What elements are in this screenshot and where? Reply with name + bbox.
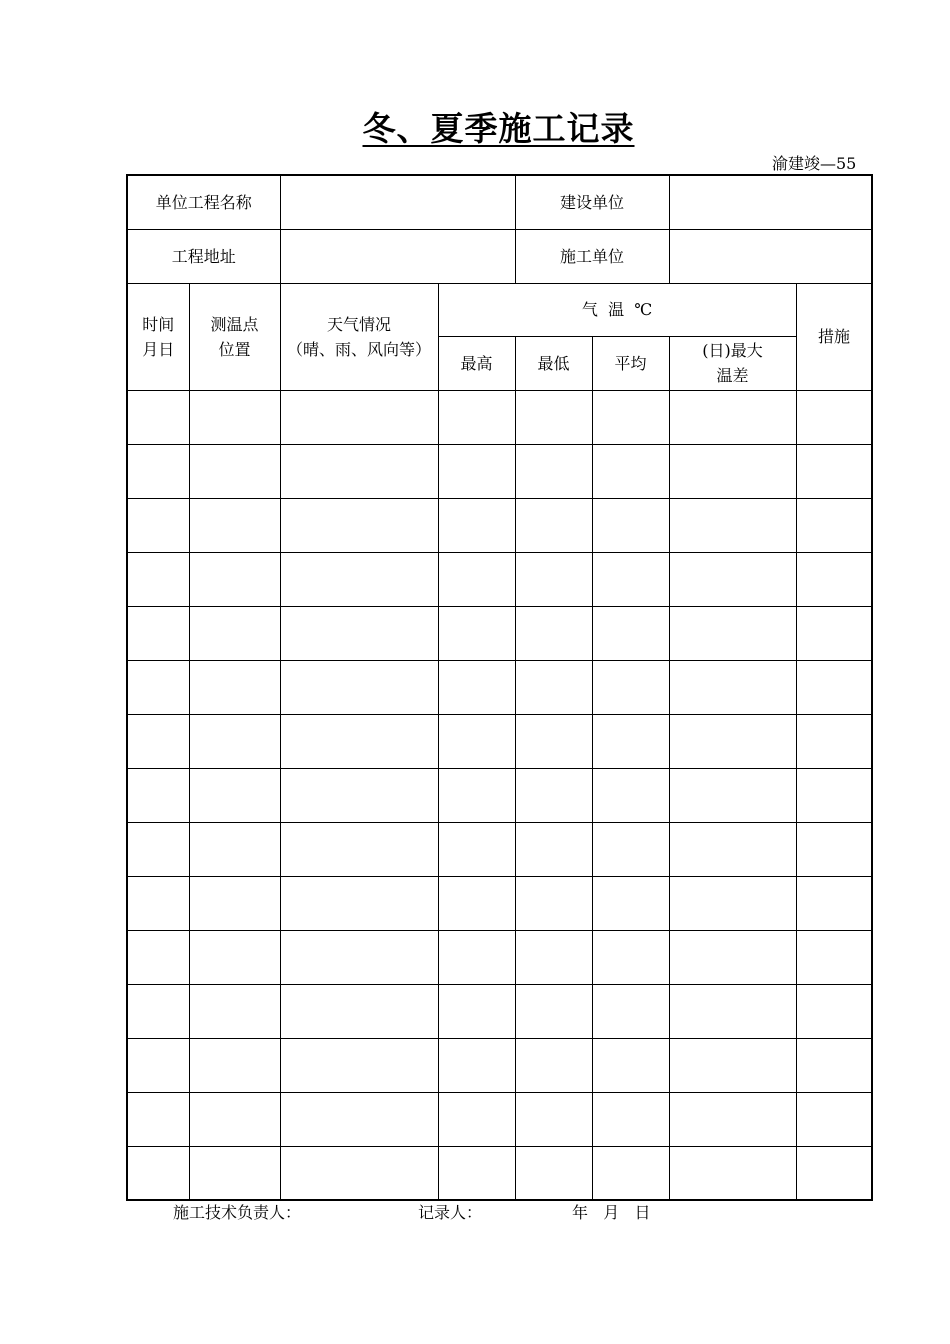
temp-diff-cell[interactable]	[669, 876, 796, 930]
weather-cell[interactable]	[280, 1092, 438, 1146]
temp-diff-cell[interactable]	[669, 498, 796, 552]
point-header-line2: 位置	[218, 339, 251, 359]
measures-cell[interactable]	[796, 984, 872, 1038]
contractor-field[interactable]	[669, 229, 872, 283]
weather-cell[interactable]	[280, 822, 438, 876]
point-cell[interactable]	[189, 606, 280, 660]
temp-high-cell[interactable]	[438, 390, 515, 444]
measures-cell[interactable]	[796, 1038, 872, 1092]
table-row	[127, 552, 872, 606]
temp-avg-cell[interactable]	[592, 1038, 669, 1092]
point-cell[interactable]	[189, 1038, 280, 1092]
weather-cell[interactable]	[280, 714, 438, 768]
measures-cell[interactable]	[796, 876, 872, 930]
temp-high-cell[interactable]	[438, 822, 515, 876]
measures-cell[interactable]	[796, 660, 872, 714]
table-row	[127, 768, 872, 822]
tech-lead-signature-label: 施工技术负责人：	[173, 1203, 302, 1222]
point-header-line1: 测温点	[210, 314, 259, 334]
temp-diff-cell[interactable]	[669, 1038, 796, 1092]
temp-avg-cell[interactable]	[592, 606, 669, 660]
temp-avg-cell[interactable]	[592, 552, 669, 606]
time-cell[interactable]	[127, 660, 189, 714]
measures-cell[interactable]	[796, 552, 872, 606]
point-cell[interactable]	[189, 714, 280, 768]
temp-avg-cell[interactable]	[592, 984, 669, 1038]
point-cell[interactable]	[189, 930, 280, 984]
temp-diff-cell[interactable]	[669, 444, 796, 498]
time-cell[interactable]	[127, 552, 189, 606]
temp-avg-cell[interactable]	[592, 390, 669, 444]
temp-low-cell[interactable]	[515, 930, 592, 984]
weather-cell[interactable]	[280, 444, 438, 498]
measures-cell[interactable]	[796, 1146, 872, 1200]
time-cell[interactable]	[127, 876, 189, 930]
weather-cell[interactable]	[280, 876, 438, 930]
temp-diff-header	[669, 336, 796, 390]
time-cell[interactable]	[127, 606, 189, 660]
table-row	[127, 876, 872, 930]
table-row	[127, 1038, 872, 1092]
weather-cell[interactable]	[280, 1146, 438, 1200]
temp-diff-cell[interactable]	[669, 984, 796, 1038]
table-row	[127, 1146, 872, 1200]
temp-diff-cell[interactable]	[669, 1092, 796, 1146]
time-header-line2: 月日	[142, 339, 175, 359]
temp-avg-cell[interactable]	[592, 660, 669, 714]
temp-diff-header-line2: 温差	[716, 366, 749, 385]
temp-high-cell[interactable]	[438, 768, 515, 822]
weather-header-line2: （晴、雨、风向等）	[287, 339, 432, 359]
address-label: 工程地址	[127, 229, 280, 283]
temp-low-cell[interactable]	[515, 1146, 592, 1200]
temp-high-cell[interactable]	[438, 1146, 515, 1200]
temp-diff-cell[interactable]	[669, 1146, 796, 1200]
point-header	[189, 283, 280, 390]
time-cell[interactable]	[127, 984, 189, 1038]
table-row	[127, 714, 872, 768]
temp-high-cell[interactable]	[438, 1038, 515, 1092]
point-cell[interactable]	[189, 768, 280, 822]
time-cell[interactable]	[127, 1146, 189, 1200]
temp-low-cell[interactable]	[515, 876, 592, 930]
temp-high-cell[interactable]	[438, 444, 515, 498]
temp-avg-cell[interactable]	[592, 444, 669, 498]
temp-low-cell[interactable]	[515, 444, 592, 498]
weather-header	[280, 283, 438, 390]
temp-avg-cell[interactable]	[592, 768, 669, 822]
record-table	[126, 174, 873, 1201]
temp-low-cell[interactable]	[515, 660, 592, 714]
temp-diff-cell[interactable]	[669, 714, 796, 768]
weather-cell[interactable]	[280, 606, 438, 660]
temp-avg-cell[interactable]	[592, 822, 669, 876]
temperature-group-header: 气 温 ℃	[438, 283, 796, 336]
temp-diff-cell[interactable]	[669, 552, 796, 606]
measures-cell[interactable]	[796, 714, 872, 768]
column-header-row-1	[127, 283, 872, 336]
time-cell[interactable]	[127, 444, 189, 498]
temp-high-cell[interactable]	[438, 984, 515, 1038]
weather-cell[interactable]	[280, 984, 438, 1038]
time-cell[interactable]	[127, 768, 189, 822]
temp-avg-cell[interactable]	[592, 1092, 669, 1146]
temp-low-cell[interactable]	[515, 714, 592, 768]
table-row	[127, 498, 872, 552]
temp-diff-cell[interactable]	[669, 768, 796, 822]
page-title	[0, 103, 950, 150]
temp-avg-cell[interactable]	[592, 876, 669, 930]
measures-cell[interactable]	[796, 930, 872, 984]
temp-diff-cell[interactable]	[669, 606, 796, 660]
measures-cell[interactable]	[796, 498, 872, 552]
point-cell[interactable]	[189, 876, 280, 930]
measures-header: 措施	[796, 283, 872, 390]
title-text: 冬、夏季施工记录	[362, 109, 635, 148]
address-row	[127, 229, 872, 283]
point-cell[interactable]	[189, 660, 280, 714]
temp-high-cell[interactable]	[438, 606, 515, 660]
time-cell[interactable]	[127, 498, 189, 552]
measures-cell[interactable]	[796, 444, 872, 498]
temp-high-cell[interactable]	[438, 714, 515, 768]
temp-avg-cell[interactable]	[592, 1146, 669, 1200]
recorder-signature-label: 记录人：	[418, 1203, 483, 1222]
table-row	[127, 390, 872, 444]
weather-cell[interactable]	[280, 552, 438, 606]
temp-high-header: 最高	[438, 336, 515, 390]
temp-low-cell[interactable]	[515, 498, 592, 552]
temp-high-cell[interactable]	[438, 1092, 515, 1146]
temp-avg-cell[interactable]	[592, 930, 669, 984]
measures-cell[interactable]	[796, 390, 872, 444]
temp-diff-header-line1: (日)最大	[702, 341, 763, 360]
time-cell[interactable]	[127, 1038, 189, 1092]
builder-field[interactable]	[669, 175, 872, 229]
address-field[interactable]	[280, 229, 515, 283]
temp-low-cell[interactable]	[515, 606, 592, 660]
temp-high-cell[interactable]	[438, 498, 515, 552]
point-cell[interactable]	[189, 498, 280, 552]
time-header	[127, 283, 189, 390]
time-cell[interactable]	[127, 930, 189, 984]
temp-low-cell[interactable]	[515, 552, 592, 606]
time-cell[interactable]	[127, 714, 189, 768]
date-label: 年 月 日	[572, 1203, 651, 1222]
point-cell[interactable]	[189, 1092, 280, 1146]
table-row	[127, 444, 872, 498]
table-row	[127, 1092, 872, 1146]
form-code: 渝建竣—55	[772, 154, 857, 173]
project-name-label: 单位工程名称	[127, 175, 280, 229]
measures-cell[interactable]	[796, 606, 872, 660]
temp-high-cell[interactable]	[438, 552, 515, 606]
weather-cell[interactable]	[280, 390, 438, 444]
point-cell[interactable]	[189, 822, 280, 876]
point-cell[interactable]	[189, 390, 280, 444]
builder-label: 建设单位	[515, 175, 669, 229]
weather-cell[interactable]	[280, 768, 438, 822]
temp-low-cell[interactable]	[515, 390, 592, 444]
table-row	[127, 660, 872, 714]
temp-diff-cell[interactable]	[669, 390, 796, 444]
time-cell[interactable]	[127, 1092, 189, 1146]
temp-diff-cell[interactable]	[669, 660, 796, 714]
time-cell[interactable]	[127, 822, 189, 876]
weather-cell[interactable]	[280, 498, 438, 552]
temp-high-cell[interactable]	[438, 930, 515, 984]
temp-low-cell[interactable]	[515, 984, 592, 1038]
weather-cell[interactable]	[280, 660, 438, 714]
project-name-field[interactable]	[280, 175, 515, 229]
temp-low-cell[interactable]	[515, 822, 592, 876]
temp-avg-cell[interactable]	[592, 498, 669, 552]
time-cell[interactable]	[127, 390, 189, 444]
temp-low-cell[interactable]	[515, 1038, 592, 1092]
point-cell[interactable]	[189, 984, 280, 1038]
table-row	[127, 930, 872, 984]
temp-low-cell[interactable]	[515, 768, 592, 822]
weather-cell[interactable]	[280, 1038, 438, 1092]
measures-cell[interactable]	[796, 768, 872, 822]
table-row	[127, 984, 872, 1038]
point-cell[interactable]	[189, 444, 280, 498]
project-row	[127, 175, 872, 229]
temp-avg-header: 平均	[592, 336, 669, 390]
temp-low-header: 最低	[515, 336, 592, 390]
temp-diff-cell[interactable]	[669, 822, 796, 876]
weather-header-line1: 天气情况	[327, 314, 392, 334]
table-row	[127, 606, 872, 660]
weather-cell[interactable]	[280, 930, 438, 984]
temp-low-cell[interactable]	[515, 1092, 592, 1146]
point-cell[interactable]	[189, 552, 280, 606]
time-header-line1: 时间	[142, 314, 175, 334]
measures-cell[interactable]	[796, 1092, 872, 1146]
temp-avg-cell[interactable]	[592, 714, 669, 768]
table-row	[127, 822, 872, 876]
measures-cell[interactable]	[796, 822, 872, 876]
temp-high-cell[interactable]	[438, 660, 515, 714]
contractor-label: 施工单位	[515, 229, 669, 283]
point-cell[interactable]	[189, 1146, 280, 1200]
temp-high-cell[interactable]	[438, 876, 515, 930]
temp-diff-cell[interactable]	[669, 930, 796, 984]
